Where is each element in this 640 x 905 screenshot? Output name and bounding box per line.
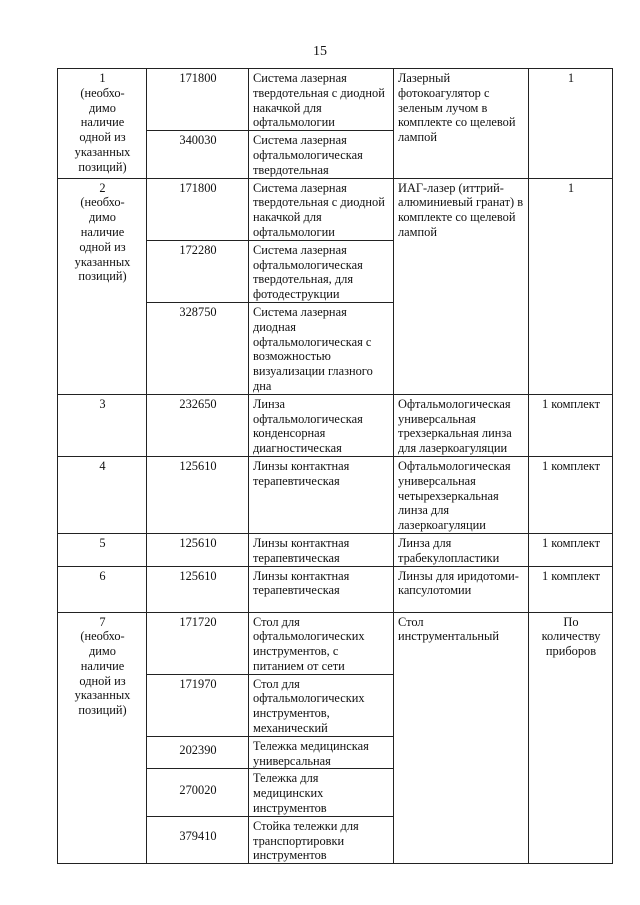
quantity-cell: 1 комплект	[529, 456, 613, 533]
name-cell: Стойка тележки для транспортировки инструментов	[249, 816, 394, 863]
name-cell: Система лазерная диодная офтальмологическая с возможностью визуализации глазного дна	[249, 302, 394, 394]
row-number: 2 (необхо- димо наличие одной из указанных позиций)	[58, 178, 147, 394]
row-number: 3	[58, 394, 147, 456]
table-row	[58, 456, 613, 533]
code-cell: 202390	[147, 736, 249, 769]
description-cell: Стол инструментальный	[394, 612, 529, 864]
description-cell: Офтальмологическая универсальная четырехзеркальная линза для лазеркоагуляции	[394, 456, 529, 533]
quantity-cell: 1 комплект	[529, 566, 613, 612]
row-number: 6	[58, 566, 147, 612]
name-cell: Линзы контактная терапевтическая	[249, 566, 394, 612]
description-cell: Линзы для иридотоми-капсулотомии	[394, 566, 529, 612]
name-cell: Линзы контактная терапевтическая	[249, 533, 394, 566]
code-cell: 171800	[147, 69, 249, 131]
name-cell: Тележка медицинская универсальная	[249, 736, 394, 769]
equipment-table	[57, 68, 613, 864]
table-row	[58, 178, 613, 240]
code-cell: 125610	[147, 566, 249, 612]
name-cell: Стол для офтальмологических инструментов, механический	[249, 674, 394, 736]
description-cell: Лазерный фотокоагулятор с зеленым лучом в комплекте со щелевой лампой	[394, 69, 529, 179]
code-cell: 232650	[147, 394, 249, 456]
table-row	[58, 612, 613, 674]
page-number: 15	[313, 44, 327, 59]
quantity-cell: 1	[529, 178, 613, 394]
row-number: 1 (необхо- димо наличие одной из указанных позиций)	[58, 69, 147, 179]
row-number: 4	[58, 456, 147, 533]
name-cell: Стол для офтальмологических инструментов, с питанием от сети	[249, 612, 394, 674]
code-cell: 171720	[147, 612, 249, 674]
description-cell: Линза для трабекулопластики	[394, 533, 529, 566]
row-number: 5	[58, 533, 147, 566]
code-cell: 172280	[147, 240, 249, 302]
code-cell: 125610	[147, 533, 249, 566]
name-cell: Система лазерная офтальмологическая твердотельная	[249, 131, 394, 178]
code-cell: 340030	[147, 131, 249, 178]
name-cell: Система лазерная твердотельная с диодной накачкой для офтальмологии	[249, 69, 394, 131]
row-number: 7 (необхо- димо наличие одной из указанных позиций)	[58, 612, 147, 864]
name-cell: Система лазерная твердотельная с диодной накачкой для офтальмологии	[249, 178, 394, 240]
code-cell: 379410	[147, 816, 249, 863]
name-cell: Тележка для медицинских инструментов	[249, 769, 394, 816]
code-cell: 125610	[147, 456, 249, 533]
code-cell: 270020	[147, 769, 249, 816]
name-cell: Система лазерная офтальмологическая твердотельная, для фотодеструкции	[249, 240, 394, 302]
quantity-cell: 1 комплект	[529, 533, 613, 566]
code-cell: 328750	[147, 302, 249, 394]
quantity-cell: 1 комплект	[529, 394, 613, 456]
name-cell: Линзы контактная терапевтическая	[249, 456, 394, 533]
code-cell: 171970	[147, 674, 249, 736]
name-cell: Линза офтальмологическая конденсорная диагностическая	[249, 394, 394, 456]
description-cell: Офтальмологическая универсальная трехзеркальная линза для лазеркоагуляции	[394, 394, 529, 456]
table-row	[58, 533, 613, 566]
quantity-cell: По количеству приборов	[529, 612, 613, 864]
quantity-cell: 1	[529, 69, 613, 179]
description-cell: ИАГ-лазер (иттрий-алюминиевый гранат) в комплекте со щелевой лампой	[394, 178, 529, 394]
code-cell: 171800	[147, 178, 249, 240]
table-row	[58, 566, 613, 612]
table-row	[58, 394, 613, 456]
table-row	[58, 69, 613, 131]
